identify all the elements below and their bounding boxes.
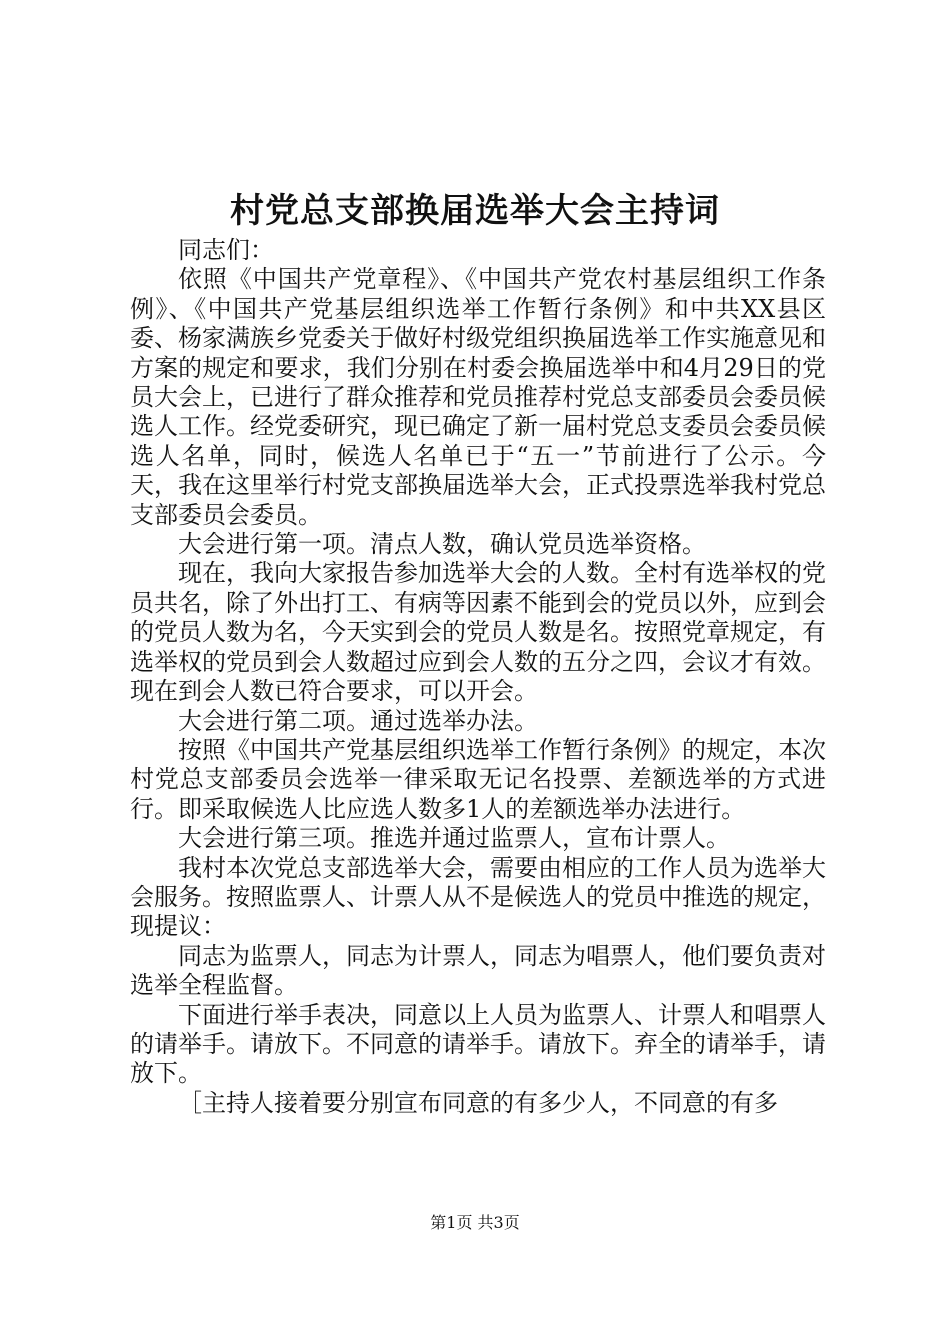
paragraph-item-two: 大会进行第二项。通过选举办法。 [178,706,538,735]
document-body [130,236,826,1118]
paragraph-item-three: 大会进行第三项。推选并通过监票人，宣布计票人。 [178,824,730,853]
paragraph-election-method: 按照《中国共产党基层组织选举工作暂行条例》的规定，本次村党总支部委员会选举一律采取无记名投票、差额选举的方式进行。即采取候选人比应选人数多1人的差额选举办法进行。 [130,735,826,823]
paragraph-item-one: 大会进行第一项。清点人数，确认党员选举资格。 [178,530,706,559]
paragraph-staff-proposal: 我村本次党总支部选举大会，需要由相应的工作人员为选举大会服务。按照监票人、计票人从不是候选人的党员中推选的规定，现提议： [130,853,826,941]
paragraph-host-note: ［主持人接着要分别宣布同意的有多少人，不同意的有多 [178,1088,778,1117]
paragraph-staff-names: 同志为监票人，同志为计票人，同志为唱票人，他们要负责对选举全程监督。 [130,941,826,1000]
page-number: 第1页 共3页 [430,1213,520,1232]
paragraph-show-of-hands: 下面进行举手表决，同意以上人员为监票人、计票人和唱票人的请举手。请放下。不同意的请举手。请放下。弃全的请举手，请放下。 [130,1000,826,1088]
paragraph-attendance-report: 现在，我向大家报告参加选举大会的人数。全村有选举权的党员共名，除了外出打工、有病等因素不能到会的党员以外，应到会的党员人数为名，今天实到会的党员人数是名。按照党章规定，有选举权的党员到会人数超过应到会人数的五分之四，会议才有效。现在到会人数已符合要求，可以开会。 [130,559,826,706]
document-title: 村党总支部换届选举大会主持词 [230,191,720,231]
paragraph-greeting: 同志们： [178,236,274,264]
paragraph-basis: 依照《中国共产党章程》、《中国共产党农村基层组织工作条例》、《中国共产党基层组织选举工作暂行条例》和中共XX县区委、杨家满族乡党委关于做好村级党组织换届选举工作实施意见和方案的规定和要求，我们分别在村委会换届选举中和4月29日的党员大会上，已进行了群众推荐和党员推荐村党总支部委员会委员候选人工作。经党委研究，现已确定了新一届村党总支委员会委员候选人名单，同时，候选人名单已于“五一”节前进行了公示。今天，我在这里举行村党支部换届选举大会，正式投票选举我村党总支部委员会委员。 [130,265,826,529]
